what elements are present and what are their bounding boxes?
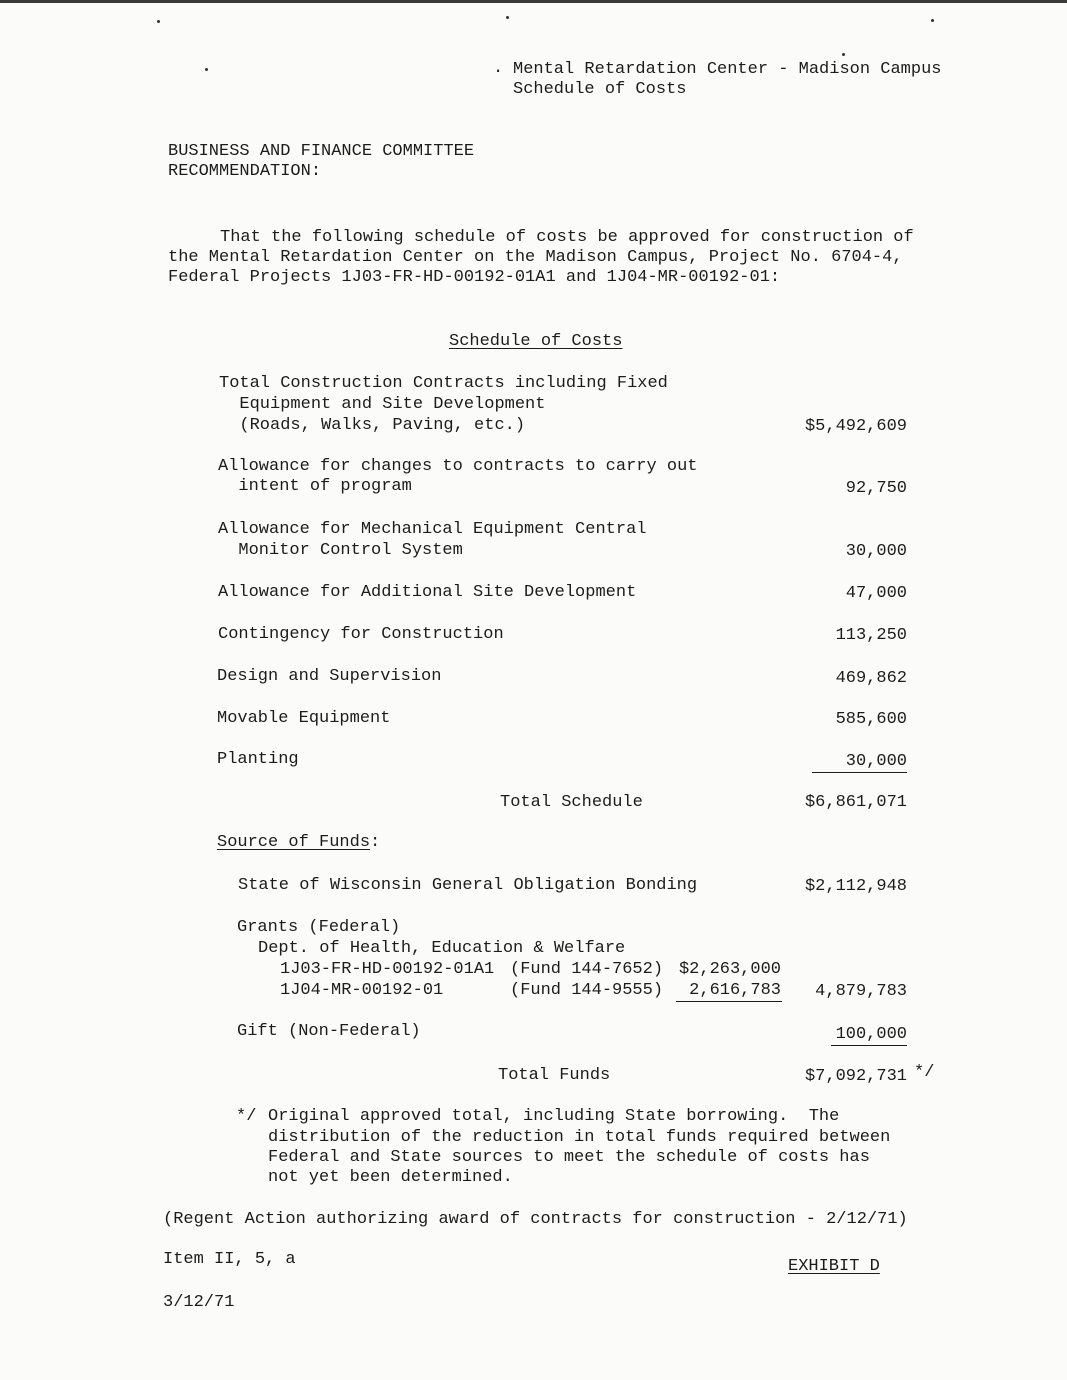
grant-amount: $2,263,000: [678, 960, 781, 979]
committee-recommendation-label: RECOMMENDATION:: [168, 162, 322, 181]
grants-department: Dept. of Health, Education & Welfare: [258, 939, 626, 958]
header-bullet: .: [493, 59, 504, 78]
scan-speck: [205, 68, 208, 71]
cost-item-label: Planting: [217, 750, 299, 769]
exhibit-label: EXHIBIT D: [788, 1257, 880, 1276]
regent-action-note: (Regent Action authorizing award of contracts for construction - 2/12/71): [163, 1210, 908, 1229]
cost-item-label: Allowance for changes to contracts to carry out: [218, 457, 698, 476]
grant-id: 1J03-FR-HD-00192-01A1: [280, 960, 495, 979]
funds-subtotal-rule: [831, 1045, 907, 1046]
cost-item-amount: 469,862: [835, 669, 907, 688]
footnote-line: Original approved total, including State borrowing. The: [268, 1107, 840, 1126]
intro-line: Federal Projects 1J03-FR-HD-00192-01A1 and 1J04-MR-00192-01:: [168, 268, 781, 287]
cost-item-amount: 47,000: [845, 584, 907, 603]
grants-total-amount: 4,879,783: [815, 982, 907, 1001]
cost-item-amount: 113,250: [835, 626, 907, 645]
document-title: Mental Retardation Center - Madison Campus: [513, 60, 942, 79]
scan-top-edge: [0, 0, 1067, 3]
footnote-marker: */: [236, 1107, 257, 1126]
cost-item-label: (Roads, Walks, Paving, etc.): [219, 416, 526, 435]
total-schedule-label: Total Schedule: [500, 793, 643, 812]
total-funds-label: Total Funds: [498, 1066, 611, 1085]
total-schedule-amount: $6,861,071: [804, 793, 907, 812]
cost-item-label: Movable Equipment: [217, 709, 391, 728]
item-reference: Item II, 5, a: [163, 1250, 296, 1269]
total-funds-amount: $7,092,731: [804, 1067, 907, 1086]
state-funding-label: State of Wisconsin General Obligation Bonding: [238, 876, 698, 895]
gift-label: Gift (Non-Federal): [237, 1022, 421, 1041]
cost-item-label: Allowance for Mechanical Equipment Central: [218, 520, 647, 539]
cost-item-label: Monitor Control System: [218, 541, 463, 560]
footnote-line: distribution of the reduction in total funds required between: [268, 1128, 891, 1147]
grant-id: 1J04-MR-00192-01: [280, 981, 444, 1000]
cost-item-label: Contingency for Construction: [218, 625, 504, 644]
scan-speck: [157, 20, 160, 23]
committee-name: BUSINESS AND FINANCE COMMITTEE: [168, 142, 475, 161]
cost-item-amount: 30,000: [845, 752, 907, 771]
subtotal-rule: [812, 772, 907, 773]
footnote-line: Federal and State sources to meet the schedule of costs has: [268, 1148, 870, 1167]
scan-speck: [931, 19, 934, 22]
cost-item-label: intent of program: [218, 477, 412, 496]
footnote-line: not yet been determined.: [268, 1168, 513, 1187]
grant-amount: 2,616,783: [689, 981, 781, 1000]
cost-item-label: Equipment and Site Development: [219, 395, 546, 414]
grant-fund: (Fund 144-7652): [510, 960, 664, 979]
cost-item-label: Design and Supervision: [217, 667, 442, 686]
grant-fund: (Fund 144-9555): [510, 981, 664, 1000]
document-date: 3/12/71: [163, 1293, 235, 1312]
cost-item-label: Total Construction Contracts including Fixed: [219, 374, 668, 393]
document-subtitle: Schedule of Costs: [513, 80, 687, 99]
state-funding-amount: $2,112,948: [804, 877, 907, 896]
funds-heading: Source of Funds:: [217, 833, 381, 852]
gift-amount: 100,000: [835, 1025, 907, 1044]
schedule-heading: Schedule of Costs: [449, 332, 623, 351]
intro-line: the Mental Retardation Center on the Madison Campus, Project No. 6704-4,: [168, 248, 903, 267]
cost-item-amount: 92,750: [845, 479, 907, 498]
cost-item-amount: 30,000: [845, 542, 907, 561]
scan-speck: [506, 16, 509, 19]
scan-speck: [842, 53, 845, 56]
cost-item-amount: $5,492,609: [804, 417, 907, 436]
grants-subtotal-rule: [676, 1001, 782, 1002]
cost-item-label: Allowance for Additional Site Development: [218, 583, 637, 602]
total-funds-footnote-marker: */: [914, 1063, 935, 1082]
grants-label: Grants (Federal): [237, 918, 401, 937]
intro-line: That the following schedule of costs be approved for construction of: [220, 228, 914, 247]
cost-item-amount: 585,600: [835, 710, 907, 729]
